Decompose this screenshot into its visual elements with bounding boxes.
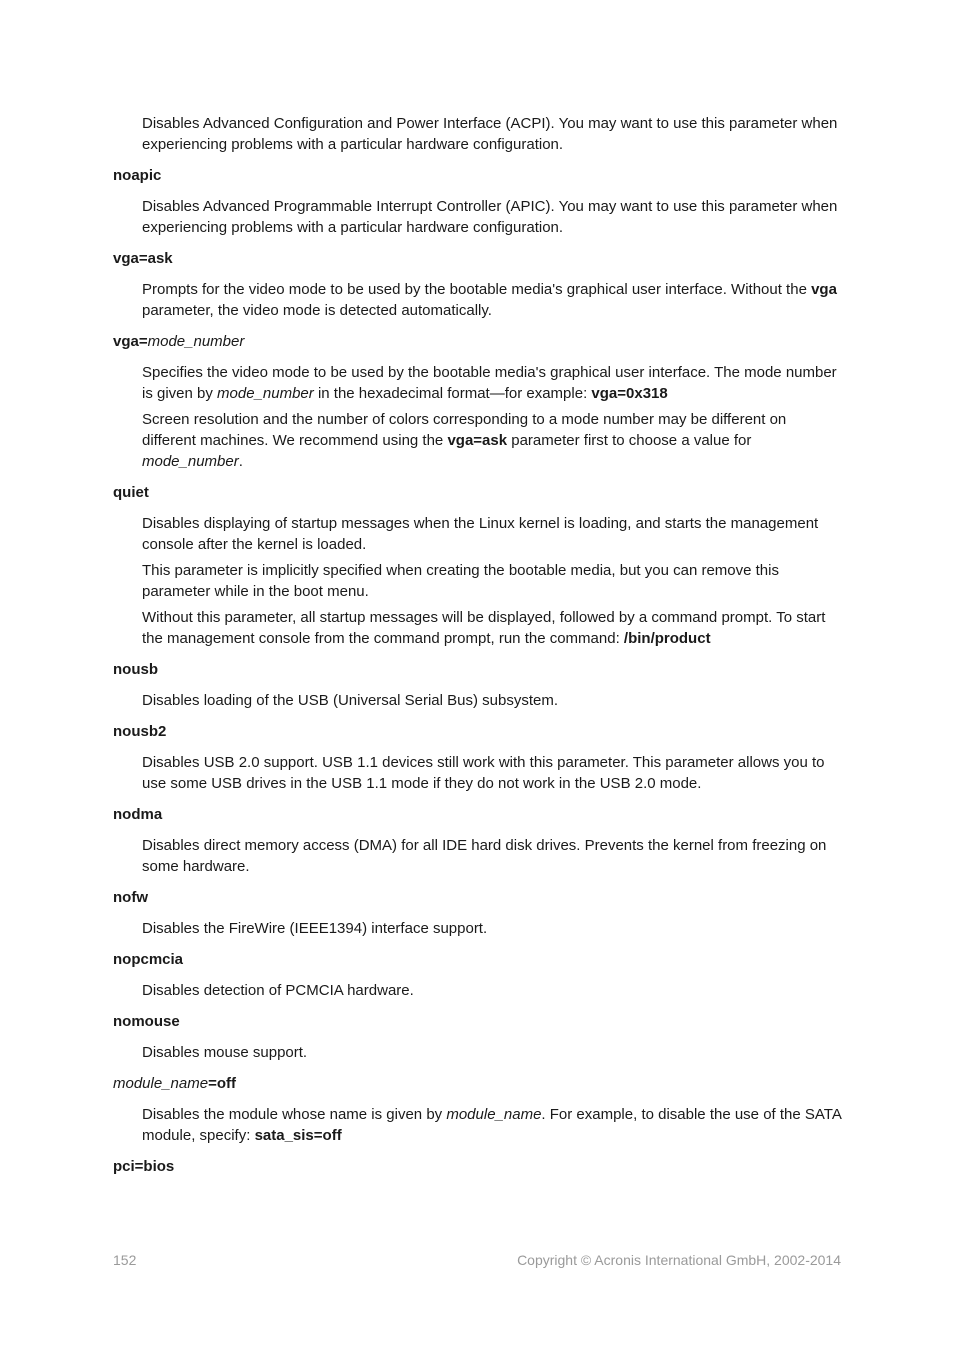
bold-param: vga=0x318	[591, 385, 668, 402]
vga-ask-description	[142, 279, 841, 321]
description-paragraph: Disables direct memory access (DMA) for all IDE hard disk drives. Prevents the kernel from freezing on some hardware.	[142, 837, 827, 875]
nopcmcia-description	[142, 980, 841, 1001]
bold-param: vga	[811, 281, 837, 298]
description-paragraph: Disables detection of PCMCIA hardware.	[142, 982, 414, 999]
text-run: in the hexadecimal format—for example:	[313, 385, 592, 402]
description-paragraph: Disables the FireWire (IEEE1394) interface support.	[142, 920, 488, 937]
nomouse-description	[142, 1042, 841, 1063]
term-module-name-off	[113, 1073, 841, 1094]
text-run: Prompts for the video mode to be used by the bootable media's graphical user interface. Without the	[142, 281, 812, 298]
text-run: .	[238, 453, 243, 470]
term-italic-part: mode_number	[147, 333, 245, 350]
description-paragraph	[142, 279, 841, 321]
term-nofw: nofw	[113, 889, 148, 906]
term-quiet: quiet	[113, 484, 149, 501]
term-vga-ask: vga=ask	[113, 250, 173, 267]
module-off-description	[142, 1104, 841, 1146]
term-bold-part: vga=	[113, 333, 148, 350]
term-italic-part: module_name	[113, 1075, 209, 1092]
description-paragraph: This parameter is implicitly specified when creating the bootable media, but you can remove this parameter while in the boot menu.	[142, 562, 779, 600]
term-nousb: nousb	[113, 661, 158, 678]
acpi-description	[142, 113, 841, 155]
description-paragraph	[142, 1104, 841, 1146]
term-bold-part: =off	[208, 1075, 236, 1092]
nousb2-description	[142, 752, 841, 794]
text-run: Without this parameter, all startup messages will be displayed, followed by a command prompt. To start the management console from the command prompt, run the command:	[142, 609, 826, 647]
page-content	[113, 113, 841, 1187]
text-run: Disables the module whose name is given by	[142, 1106, 447, 1123]
description-paragraph	[142, 409, 841, 472]
quiet-description	[142, 513, 841, 649]
text-run: Screen resolution and the number of colors corresponding to a mode number may be different on different machines. We recommend using the	[142, 411, 787, 449]
description-paragraph: Disables loading of the USB (Universal Serial Bus) subsystem.	[142, 692, 559, 709]
text-run: Specifies the video mode to be used by the bootable media's graphical user interface. The mode number is given by	[142, 364, 837, 402]
nodma-description	[142, 835, 841, 877]
text-run: parameter, the video mode is detected automatically.	[142, 302, 492, 319]
nofw-description	[142, 918, 841, 939]
description-paragraph	[142, 362, 841, 404]
vga-mode-description	[142, 362, 841, 472]
text-run: parameter first to choose a value for	[507, 432, 752, 449]
description-paragraph: Disables USB 2.0 support. USB 1.1 devices still work with this parameter. This parameter allows you to use some USB drives in the USB 1.1 mode if they do not work in the USB 2.0 mode.	[142, 754, 825, 792]
description-paragraph	[142, 607, 841, 649]
text-run: . For example, to disable the use of the SATA module, specify:	[142, 1106, 842, 1144]
description-paragraph: Disables mouse support.	[142, 1044, 308, 1061]
noapic-description	[142, 196, 841, 238]
term-nousb2: nousb2	[113, 723, 167, 740]
term-noapic: noapic	[113, 167, 162, 184]
page-number: 152	[113, 1252, 137, 1268]
description-paragraph: Disables displaying of startup messages when the Linux kernel is loading, and starts the management console after the kernel is loaded.	[142, 515, 819, 553]
italic-param: module_name	[446, 1106, 542, 1123]
description-paragraph: Disables Advanced Configuration and Power Interface (ACPI). You may want to use this parameter when experiencing problems with a particular hardware configuration.	[142, 115, 838, 153]
italic-param: mode_number	[142, 453, 239, 470]
copyright-notice: Copyright © Acronis International GmbH, 2002-2014	[517, 1252, 841, 1268]
italic-param: mode_number	[217, 385, 314, 402]
bold-param: vga=ask	[447, 432, 508, 449]
bold-param: sata_sis=off	[254, 1127, 342, 1144]
term-nodma: nodma	[113, 806, 163, 823]
term-vga-mode-number	[113, 331, 841, 352]
term-nopcmcia: nopcmcia	[113, 951, 184, 968]
bold-command: /bin/product	[623, 630, 711, 647]
nousb-description	[142, 690, 841, 711]
description-paragraph: Disables Advanced Programmable Interrupt Controller (APIC). You may want to use this parameter when experiencing problems with a particular hardware configuration.	[142, 198, 838, 236]
term-pci-bios: pci=bios	[113, 1158, 175, 1175]
term-nomouse: nomouse	[113, 1013, 180, 1030]
